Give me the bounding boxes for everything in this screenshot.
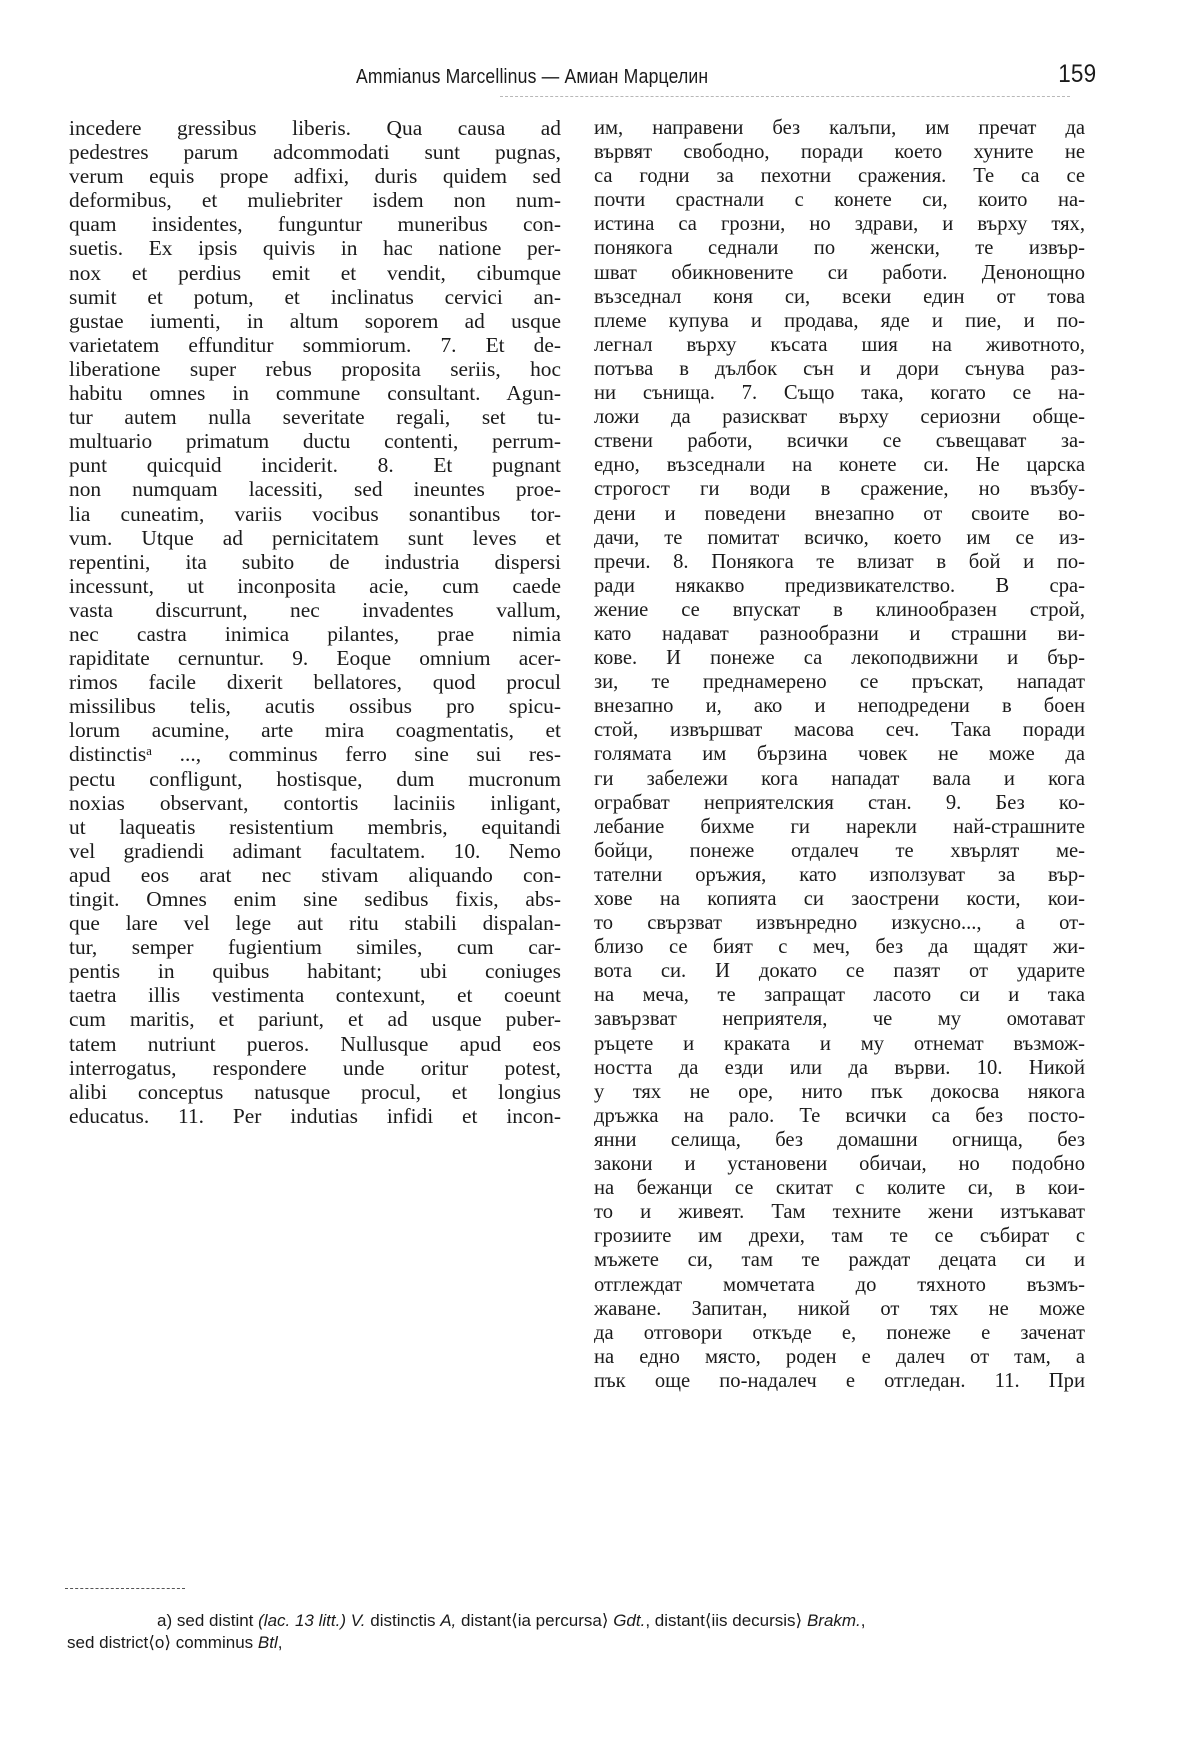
text-line: дачи, те помитат всичко, което им се из- [594, 526, 1085, 549]
text-line: alibi conceptus natusque procul, et longius [69, 1079, 561, 1104]
text-line: ствени работи, всички се съвещават за- [594, 430, 1085, 453]
text-line: им, направени без калъпи, им пречат да [594, 117, 1085, 139]
text-line: pedestres parum adcommodati sunt pugnas, [69, 140, 561, 165]
text-line: у тях не оре, нито пък докосва някога [594, 1080, 1085, 1103]
footnote-siglum: A, [440, 1611, 457, 1630]
header-rule [500, 96, 1070, 97]
text-line: pentis in quibus habitant; ubi coniuges [69, 959, 561, 984]
text-line: non numquam lacessiti, sed ineuntes proe- [69, 477, 561, 502]
text-line: възседнал коня си, всеки един от това [594, 285, 1085, 308]
text-line: почти срастнали с конете си, които на- [594, 189, 1085, 212]
bulgarian-text-column [594, 116, 1085, 1393]
text-line: nec castra inimica pilantes, prae nimia [69, 621, 561, 646]
text-line: noxias observant, contortis laciniis inligant, [69, 790, 561, 815]
text-line: едно, възседнали на конете си. Не царска [594, 454, 1085, 477]
footnote-marker: a) [157, 1611, 173, 1630]
footnote-text: sed district⟨o⟩ comminus [67, 1633, 254, 1652]
text-line: пречи. 8. Понякога те влизат в бой и по- [594, 550, 1085, 573]
text-line: incessunt, ut inconposita acie, cum caede [69, 573, 561, 598]
text-line: отглеждат момчетата до тяхното възмъ- [594, 1273, 1085, 1296]
text-line: lorum acumine, arte mira coagmentatis, et [69, 718, 561, 743]
text-line: да отговори откъде е, понеже е заченат [594, 1321, 1085, 1344]
text-line: multuario primatum ductu contenti, perrum- [69, 429, 561, 454]
text-line: rimos facile dixerit bellatores, quod procul [69, 670, 561, 695]
text-line: мъжете си, там те раждат децата си и [594, 1249, 1085, 1272]
text-line: на едно място, роден е далеч от там, а [594, 1345, 1085, 1368]
running-header [356, 60, 1096, 90]
footnote-siglum: Gdt. [613, 1611, 646, 1630]
text-line: вота си. И докато се пазят от ударите [594, 960, 1085, 983]
text-line: liberatione super rebus proposita seriis, hoc [69, 356, 561, 381]
text-line: ограбват неприятелския стан. 9. Без ко- [594, 791, 1085, 814]
text-line: като надават разнообразни и страшни ви- [594, 622, 1085, 645]
text-line: на меча, те запращат ласото си и така [594, 984, 1085, 1007]
footnote-text: , [860, 1611, 866, 1630]
footnote-text: , [277, 1633, 283, 1652]
text-line: то свързват извънредно изкусно..., а от- [594, 912, 1085, 935]
text-line: tur autem nulla severitate regali, set tu- [69, 405, 561, 430]
text-line: внезапно и, ако и неподредени в боен [594, 695, 1085, 718]
text-line: ради някакво предизвикателство. В сра- [594, 574, 1085, 597]
text-line: са годни за пехотни сражения. Те са се [594, 165, 1085, 188]
text-line: голямата им бързина човек не може да [594, 743, 1085, 766]
text-line: истина са грозни, но здрави, и върху тях, [594, 213, 1085, 236]
footnote-a [67, 1610, 1107, 1632]
text-line: interrogatus, respondere unde oritur potest, [69, 1055, 561, 1080]
footnote-text: , distant⟨iis decursis⟩ [645, 1611, 803, 1630]
text-line: тателни оръжия, като използуват за вър- [594, 863, 1085, 886]
text-line: закони и установени обичаи, но подобно [594, 1153, 1085, 1176]
text-line: завързват неприятеля, че му омотават [594, 1008, 1085, 1031]
text-line: ги забележи кога нападат вала и кога [594, 767, 1085, 790]
text-line: que lare vel lege aut ritu stabili dispalan- [69, 911, 561, 936]
text-line: educatus. 11. Per indutias infidi et incon- [69, 1103, 561, 1128]
footnote-text: sed distint [176, 1611, 254, 1630]
text-line: кове. И понеже са лекоподвижни и бър- [594, 647, 1085, 670]
text-line: apud eos arat nec stivam aliquando con- [69, 862, 561, 887]
text-line: vel gradiendi adimant facultatem. 10. Nemo [69, 838, 561, 863]
text-line: понякога седнали по женски, те извър- [594, 237, 1085, 260]
text-line: янни селища, без домашни огнища, без [594, 1128, 1085, 1151]
footnote-text: distinctis [370, 1611, 436, 1630]
text-line: племе купува и продава, яде и пие, и по- [594, 309, 1085, 332]
text-line: nox et perdius emit et vendit, cibumque [69, 260, 561, 285]
text-line: жаване. Запитан, никой от тях не може [594, 1297, 1085, 1320]
text-line: suetis. Ex ipsis quivis in hac natione per- [69, 236, 561, 261]
text-line: легнал върху късата шия на животното, [594, 333, 1085, 356]
text-line: lia cuneatim, variis vocibus sonantibus tor- [69, 501, 561, 526]
text-line: rapiditate cernuntur. 9. Eoque omnium acer- [69, 646, 561, 671]
text-line: habitu omnes in commune consultant. Agun- [69, 381, 561, 406]
text-line: deformibus, et muliebriter isdem non num- [69, 188, 561, 213]
text-line: жение се впускат в клинообразен строй, [594, 598, 1085, 621]
text-line: taetra illis vestimenta contexunt, et coeunt [69, 983, 561, 1008]
text-line: tingit. Omnes enim sine sedibus fixis, abs- [69, 887, 561, 911]
text-line: quam insidentes, funguntur muneribus con- [69, 212, 561, 237]
text-line: зи, те преднамерено се пръскат, нападат [594, 671, 1085, 694]
text-line: ръцете и краката и му отнемат възмож- [594, 1032, 1085, 1055]
text-line: vasta discurrunt, nec invadentes vallum, [69, 597, 561, 622]
text-line: vum. Utque ad pernicitatem sunt leves et [69, 525, 561, 550]
running-title: Ammianus Marcellinus — Амиан Марцелин [356, 66, 709, 88]
footnote-siglum: Btl [257, 1633, 278, 1652]
text-line: ложи да разискват върху сериозни обще- [594, 406, 1085, 429]
text-line: pectu confligunt, hostisque, dum mucronum [69, 766, 561, 791]
text-line: бойци, понеже отдалеч те хвърлят ме- [594, 839, 1085, 862]
text-line: missilibus telis, acutis ossibus pro spicu- [69, 694, 561, 719]
text-line: sumit et potum, et inclinatus cervici an- [69, 284, 561, 309]
text-line: ни сънища. 7. Също така, когато се на- [594, 382, 1085, 405]
text-line: cum maritis, et pariunt, et ad usque puber- [69, 1007, 561, 1032]
text-line: потъва в дълбок сън и дори сънува раз- [594, 357, 1085, 380]
text-line: ut laqueatis resistentium membris, equitandi [69, 814, 561, 839]
text-line: шват обикновените си работи. Денонощно [594, 261, 1085, 284]
text-line: хове на копията си заострени кости, кои- [594, 888, 1085, 910]
text-line: строгост ги води в сражение, но възбу- [594, 478, 1085, 501]
footnote-a-continued [67, 1632, 1107, 1654]
text-line: ността да езди или да върви. 10. Никой [594, 1056, 1085, 1079]
text-line: лебание бихме ги нарекли най-страшните [594, 815, 1085, 838]
text-line: то и живеят. Там техните жени изтъкават [594, 1201, 1085, 1224]
footnotes [67, 1610, 1107, 1654]
text-line: пък още по-надалеч е отгледан. 11. При [594, 1369, 1085, 1392]
text-line: дени и поведени внезапно от своите во- [594, 502, 1085, 525]
text-line: близо се бият с меч, без да щадят жи- [594, 936, 1085, 959]
footnote-siglum: V. [350, 1611, 366, 1630]
footnote-text: distant⟨ia percursa⟩ [461, 1611, 609, 1630]
text-line: грозиите им дрехи, там те се събират с [594, 1225, 1085, 1248]
text-line: tur, semper fugientium similes, cum car- [69, 935, 561, 960]
footnote-siglum: Brakm. [806, 1611, 861, 1630]
text-line: punt quicquid inciderit. 8. Et pugnant [69, 453, 561, 478]
text-line: дръжка на рало. Те всички са без посто- [594, 1104, 1085, 1127]
text-line: varietatem effunditur sommiorum. 7. Et de- [69, 332, 561, 357]
text-line: verum equis prope adfixi, duris quidem sed [69, 164, 561, 189]
text-line: distinctisᵃ ..., comminus ferro sine sui res- [69, 742, 561, 767]
text-line: repentini, ita subito de industria dispersi [69, 549, 561, 574]
text-line: стой, извършват масова сеч. Така поради [594, 719, 1085, 742]
text-line: tatem nutriunt pueros. Nullusque apud eos [69, 1031, 561, 1056]
text-line: на бежанци се скитат с колите си, в кои- [594, 1177, 1085, 1200]
text-line: вървят свободно, поради което хуните не [594, 141, 1085, 164]
footnote-italic: (lac. 13 litt.) [258, 1611, 346, 1630]
text-line: gustae iumenti, in altum soporem ad usque [69, 308, 561, 333]
text-line: incedere gressibus liberis. Qua causa ad [69, 116, 561, 140]
latin-text-column [69, 116, 561, 1128]
footnote-rule [65, 1588, 185, 1589]
page-number: 159 [1057, 60, 1096, 88]
